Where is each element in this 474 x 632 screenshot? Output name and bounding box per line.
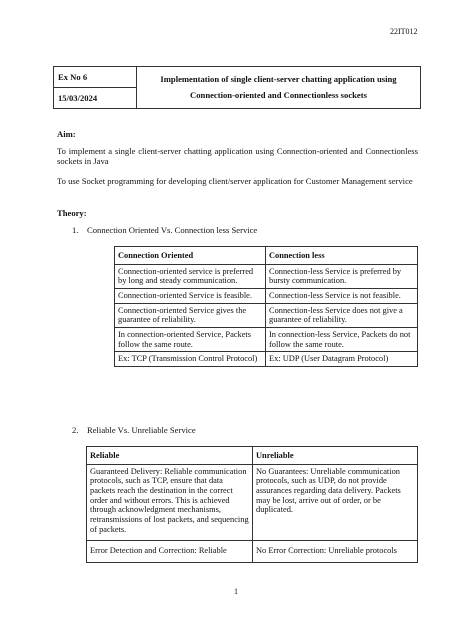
header-table xyxy=(53,66,421,109)
aim-paragraph-2: To use Socket programming for developing client/server application for Customer Management service xyxy=(57,176,413,186)
ex-number: Ex No 6 xyxy=(54,67,137,88)
table-row xyxy=(115,288,418,303)
document-id: 22IT012 xyxy=(390,27,418,36)
reliability-comparison-table xyxy=(86,446,418,563)
column-header: Reliable xyxy=(87,447,253,465)
table-cell: No Error Correction: Unreliable protocols xyxy=(253,541,418,563)
table-row xyxy=(115,264,418,288)
table-cell: In connection-oriented Service, Packets follow the same route. xyxy=(115,327,266,351)
aim-paragraph-1: To implement a single client-server chatting application using Connection-oriented and Connectionless sockets in Java xyxy=(57,146,418,167)
table-header-row xyxy=(87,447,418,465)
table-cell: In connection-less Service, Packets do not follow the same route. xyxy=(266,327,418,351)
list-item-1-title: Connection Oriented Vs. Connection less Service xyxy=(87,225,258,235)
theory-heading: Theory: xyxy=(57,208,87,218)
table-cell: Connection-oriented Service gives the guarantee of reliability. xyxy=(115,303,266,327)
table-cell: Connection-oriented service is preferred by long and steady communication. xyxy=(115,264,266,288)
aim-heading: Aim: xyxy=(57,129,76,139)
table-row xyxy=(115,303,418,327)
table-cell: Connection-less Service is preferred by bursty communication. xyxy=(266,264,418,288)
experiment-title xyxy=(137,67,421,109)
table-cell: Connection-less Service is not feasible. xyxy=(266,288,418,303)
table-cell: Connection-less Service does not give a guarantee of reliability. xyxy=(266,303,418,327)
experiment-date: 15/03/2024 xyxy=(54,88,137,109)
table-row xyxy=(87,541,418,563)
title-line-2: Connection-oriented and Connectionless sockets xyxy=(190,89,367,100)
table-cell: No Guarantees: Unreliable communication protocols, such as UDP, do not provide assurances regarding data delivery. Packets may be lost, arrive out of order, or be duplicated. xyxy=(253,464,418,541)
table-cell: Guaranteed Delivery: Reliable communication protocols, such as TCP, ensure that data packets reach the destination in the correct order and without errors. This is achieved through acknowledgment mechanisms, retransmissions of lost packets, and sequencing of packets. xyxy=(87,464,253,541)
connection-comparison-table xyxy=(114,246,418,367)
table-row xyxy=(115,352,418,367)
table-row xyxy=(115,327,418,351)
title-line-1: Implementation of single client-server chatting application using xyxy=(160,73,397,84)
column-header: Unreliable xyxy=(253,447,418,465)
table-cell: Ex: TCP (Transmission Control Protocol) xyxy=(115,352,266,367)
list-item-2-title: Reliable Vs. Unreliable Service xyxy=(87,425,196,435)
list-item-2-number: 2. xyxy=(72,425,79,435)
table-header-row xyxy=(115,247,418,265)
table-cell: Error Detection and Correction: Reliable xyxy=(87,541,253,563)
column-header: Connection Oriented xyxy=(115,247,266,265)
table-cell: Ex: UDP (User Datagram Protocol) xyxy=(266,352,418,367)
table-cell: Connection-oriented Service is feasible. xyxy=(115,288,266,303)
table-row xyxy=(87,464,418,541)
column-header: Connection less xyxy=(266,247,418,265)
page-number: 1 xyxy=(234,587,238,596)
list-item-1-number: 1. xyxy=(72,225,79,235)
